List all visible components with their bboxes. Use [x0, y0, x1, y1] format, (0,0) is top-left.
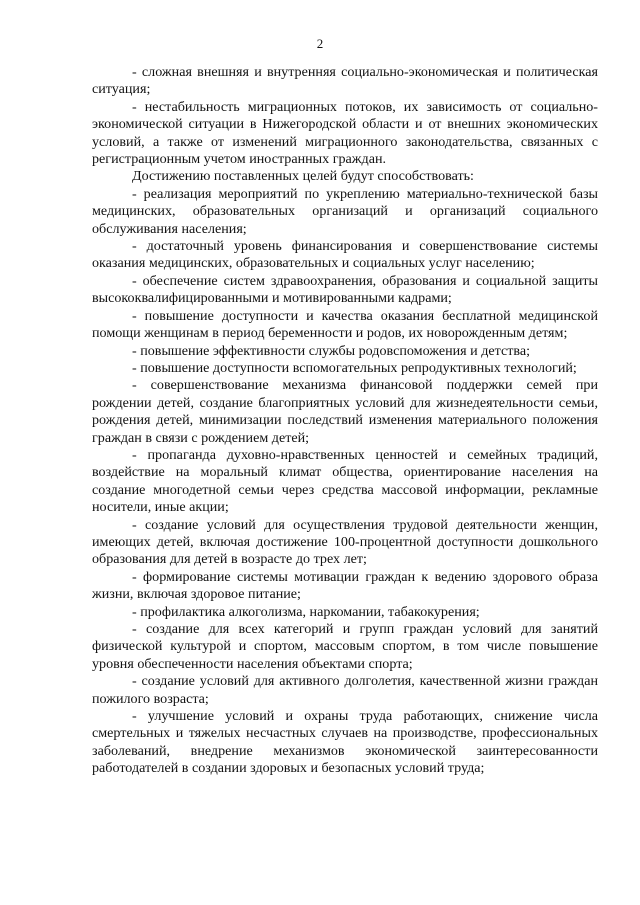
paragraph-15: - создание для всех категорий и групп граждан условий для занятий физической культурой и спортом, массовым спортом, в том числе повышение уровня обеспеченности населения объектами спорта; — [92, 621, 598, 672]
paragraph-6: - обеспечение систем здравоохранения, образования и социальной защиты высококвалифицированными и мотивированными кадрами; — [92, 272, 598, 307]
paragraph-12: - создание условий для осуществления трудовой деятельности женщин, имеющих детей, включая достижение 100-процентной доступности дошкольного образования для детей в возрасте до трех лет; — [92, 516, 598, 568]
paragraph-7: - повышение доступности и качества оказания бесплатной медицинской помощи женщинам в период беременности и родов, их новорожденным детям; — [92, 307, 598, 342]
paragraph-3: Достижению поставленных целей будут способствовать: — [132, 168, 474, 185]
paragraph-13: - формирование системы мотивации граждан к ведению здорового образа жизни, включая здоровое питание; — [92, 568, 598, 603]
paragraph-11: - пропаганда духовно-нравственных ценностей и семейных традиций, воздействие на моральный климат общества, ориентирование населения на создание многодетной семьи через средства массовой информации, рекламные носители, иные акции; — [92, 446, 598, 516]
paragraph-9: - повышение доступности вспомогательных репродуктивных технологий; — [132, 359, 577, 376]
paragraph-1: - сложная внешняя и внутренняя социально-экономическая и политическая ситуация; — [92, 64, 598, 98]
paragraph-5: - достаточный уровень финансирования и совершенствование системы оказания медицинских, образовательных и социальных услуг населению; — [92, 238, 598, 272]
paragraph-2: - нестабильность миграционных потоков, их зависимость от социально-экономической ситуации в Нижегородской области и от внешних экономических условий, а также от изменений миграционного законодательства, связанных с регистрационным учетом иностранных граждан. — [92, 98, 598, 168]
paragraph-10: - совершенствование механизма финансовой поддержки семей при рождении детей, создание благоприятных условий для жизнедеятельности семьи, рождения детей, минимизации последствий изменения материального положения граждан в связи с рождением детей; — [92, 377, 598, 446]
document-body — [92, 64, 598, 778]
paragraph-16: - создание условий для активного долголетия, качественной жизни граждан пожилого возраста; — [92, 673, 598, 707]
paragraph-14: - профилактика алкоголизма, наркомании, табакокурения; — [132, 603, 480, 620]
paragraph-17: - улучшение условий и охраны труда работающих, снижение числа смертельных и тяжелых несчастных случаев на производстве, профессиональных заболеваний, внедрение механизмов экономической заинтересованности работодателей в создании здоровых и безопасных условий труда; — [92, 708, 598, 777]
page-number: 2 — [316, 36, 324, 51]
paragraph-4: - реализация мероприятий по укреплению материально-технической базы медицинских, образовательных организаций и организаций социального обслуживания населения; — [92, 185, 598, 237]
paragraph-8: - повышение эффективности службы родовспоможения и детства; — [132, 342, 531, 359]
